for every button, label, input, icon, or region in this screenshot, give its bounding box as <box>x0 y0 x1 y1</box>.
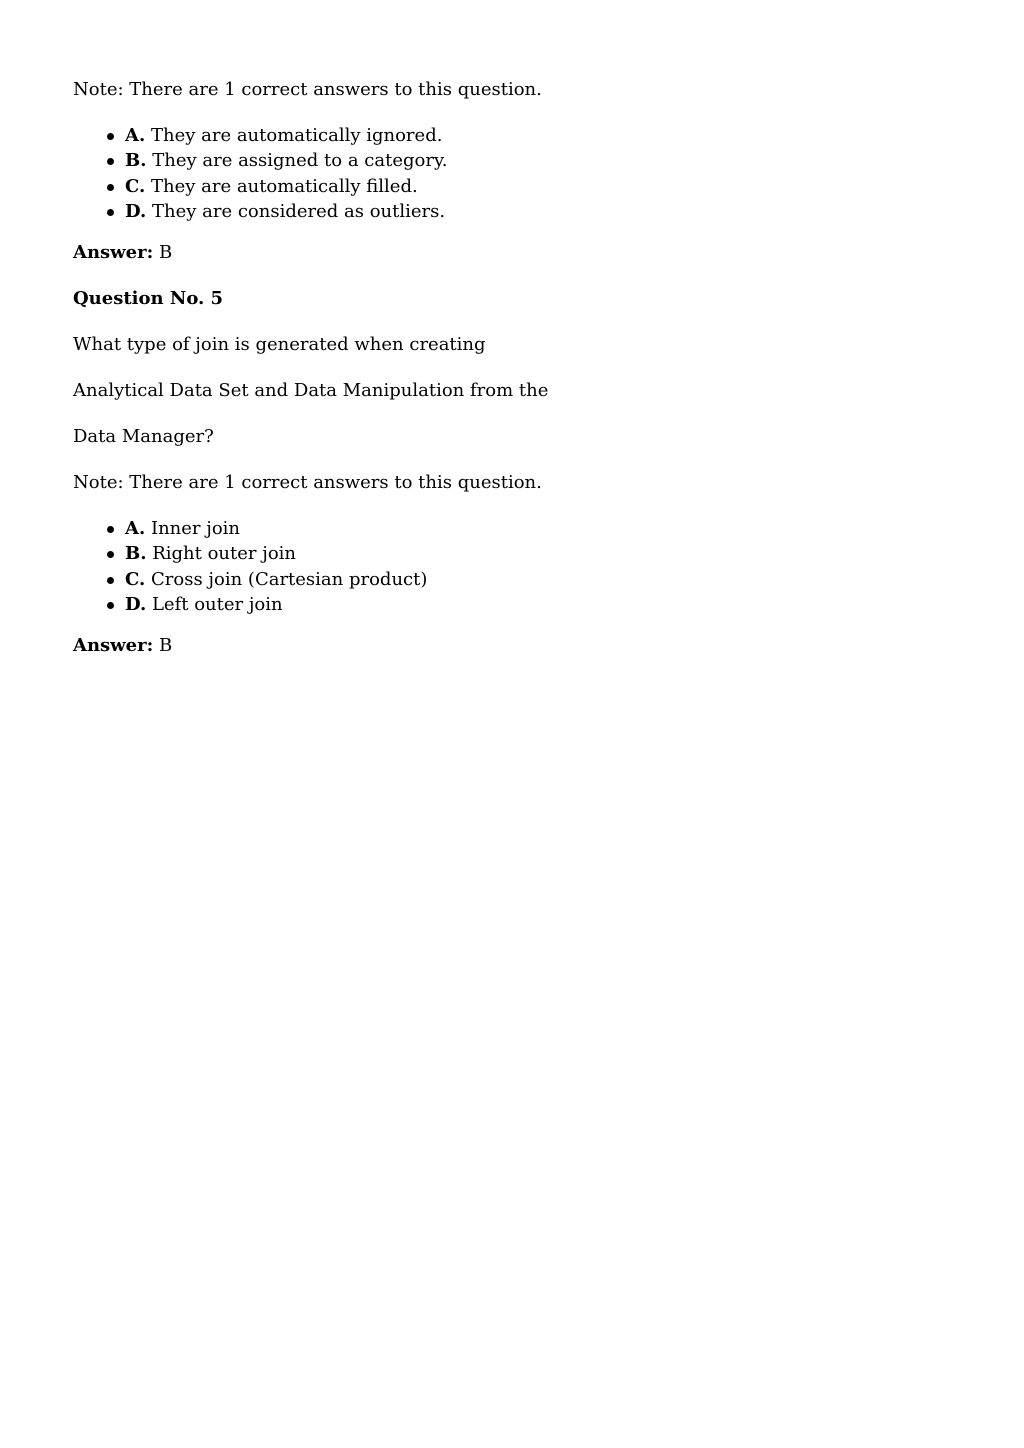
answer-option <box>125 199 953 224</box>
answer-options-list <box>73 516 953 617</box>
question-heading: Question No. 5 <box>73 288 224 310</box>
answer-value: B <box>159 635 173 657</box>
bullet-icon <box>107 133 114 140</box>
answer-line <box>73 240 953 265</box>
question-note: Note: There are 1 correct answers to this question. <box>73 79 542 100</box>
answer-option <box>125 174 953 199</box>
question-text-line: Data Manager? <box>73 426 214 448</box>
answer-option <box>125 541 953 566</box>
option-letter: A. <box>125 125 146 146</box>
option-text: Left outer join <box>151 594 283 616</box>
answer-label: Answer: <box>73 635 154 657</box>
option-text: Right outer join <box>152 543 297 565</box>
option-letter: D. <box>125 594 147 616</box>
answer-option <box>125 123 953 148</box>
answer-option <box>125 592 953 617</box>
option-text: Cross join (Cartesian product) <box>151 568 428 590</box>
option-text: They are automatically filled. <box>151 175 418 197</box>
question-text-line: What type of join is generated when creating <box>73 334 486 356</box>
answer-option <box>125 567 953 592</box>
bullet-icon <box>107 551 114 558</box>
option-letter: B. <box>125 543 147 565</box>
option-text: They are assigned to a category. <box>152 150 448 172</box>
option-letter: C. <box>125 568 146 590</box>
option-letter: B. <box>125 150 147 172</box>
option-letter: A. <box>125 518 146 540</box>
option-text: They are automatically ignored. <box>150 125 443 146</box>
answer-options-list <box>73 123 953 224</box>
option-letter: D. <box>125 200 147 222</box>
answer-value: B <box>159 242 173 264</box>
option-text: They are considered as outliers. <box>151 200 446 222</box>
option-text: Inner join <box>150 518 241 540</box>
answer-label: Answer: <box>73 242 154 264</box>
bullet-icon <box>107 526 114 533</box>
bullet-icon <box>107 184 114 191</box>
bullet-icon <box>107 158 114 165</box>
bullet-icon <box>107 209 114 216</box>
answer-option <box>125 148 953 173</box>
option-letter: C. <box>125 175 146 197</box>
answer-line <box>73 633 953 658</box>
question-text-line: Analytical Data Set and Data Manipulation from the <box>73 380 549 402</box>
document-page <box>73 77 953 679</box>
answer-option <box>125 516 953 541</box>
question-note: Note: There are 1 correct answers to this question. <box>73 472 542 494</box>
bullet-icon <box>107 577 114 584</box>
bullet-icon <box>107 602 114 609</box>
